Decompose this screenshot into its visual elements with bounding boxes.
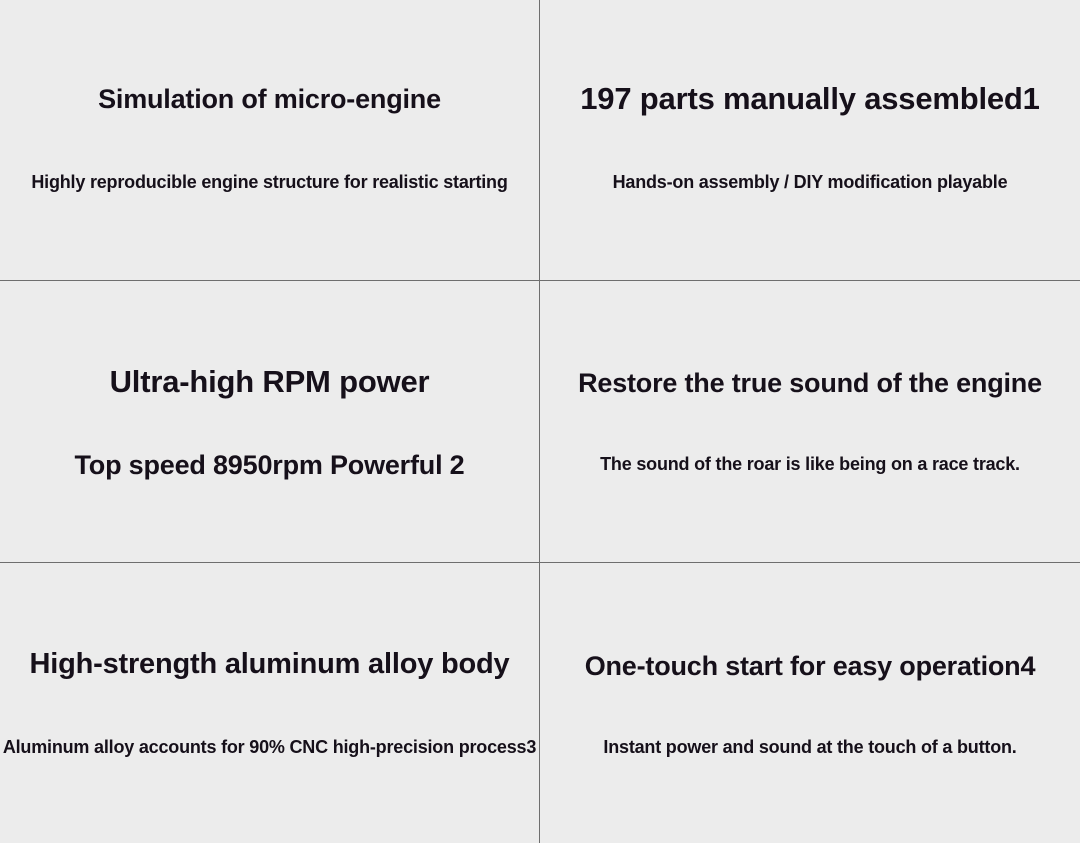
feature-subtitle: Hands-on assembly / DIY modification playable bbox=[612, 172, 1008, 192]
feature-title: One-touch start for easy operation4 bbox=[584, 651, 1036, 681]
feature-subtitle: Instant power and sound at the touch of a button. bbox=[603, 737, 1017, 757]
feature-cell-parts-assembled bbox=[540, 0, 1080, 281]
feature-subtitle: Highly reproducible engine structure for realistic starting bbox=[31, 172, 508, 192]
feature-subtitle: The sound of the roar is like being on a race track. bbox=[600, 454, 1020, 474]
feature-title: High-strength aluminum alloy body bbox=[29, 648, 510, 680]
feature-title: Ultra-high RPM power bbox=[109, 364, 430, 399]
feature-title: Restore the true sound of the engine bbox=[578, 368, 1042, 398]
feature-subtitle: Top speed 8950rpm Powerful 2 bbox=[74, 450, 465, 480]
feature-cell-rpm-power bbox=[0, 281, 540, 563]
feature-cell-one-touch-start bbox=[540, 563, 1080, 843]
feature-title: 197 parts manually assembled1 bbox=[580, 81, 1040, 116]
feature-cell-engine-sound bbox=[540, 281, 1080, 563]
feature-cell-aluminum-body bbox=[0, 563, 540, 843]
feature-subtitle: Aluminum alloy accounts for 90% CNC high-precision process3 bbox=[2, 737, 537, 757]
feature-cell-micro-engine bbox=[0, 0, 540, 281]
feature-title: Simulation of micro-engine bbox=[98, 84, 441, 114]
